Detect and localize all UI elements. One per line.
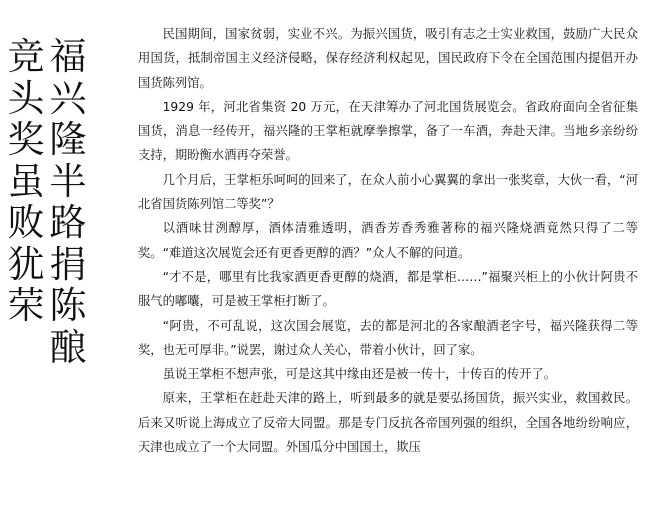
title-char: 酿 <box>49 325 87 369</box>
paragraph: 虽说王掌柜不想声张，可是这其中缘由还是被一传十，十传百的传开了。 <box>162 367 557 382</box>
title-char: 犹 <box>7 242 45 286</box>
title-char: 荣 <box>7 284 45 327</box>
title-char: 奖 <box>7 118 45 161</box>
paragraph: 几个月后，王掌柜乐呵呵的回来了，在众人前小心翼翼的拿出一张奖章，大伙一看，“河北省国货陈列馆二等奖”？ <box>138 172 638 212</box>
title-char: 半 <box>49 159 87 203</box>
title-char: 路 <box>49 201 87 244</box>
paragraph: 民国期间，国家贫弱，实业不兴。为振兴国货，吸引有志之士实业救国，鼓励广大民众用国货，抵制帝国主义经济侵略，保存经济利权起见，国民政府下令在全国范围内提倡开办国货陈列馆。 <box>138 27 638 90</box>
title-char: 陈 <box>49 284 87 327</box>
article-body <box>138 22 638 459</box>
title-char: 头 <box>7 76 45 120</box>
paragraph: 以酒味甘洌醇厚，酒体清雅透明，酒香芳香秀雅著称的福兴隆烧酒竟然只得了二等奖。“难道这次展览会还有更香更醇的酒？”众人不解的问道。 <box>138 221 638 260</box>
paragraph: “阿贵，不可乱说，这次国会展览，去的都是河北的各家酿酒老字号，福兴隆获得二等奖，也无可厚非。”说罢，谢过众人关心，带着小伙计，回了家。 <box>138 318 638 357</box>
title-char: 兴 <box>49 76 87 120</box>
title-char: 败 <box>7 201 45 244</box>
title-char: 虽 <box>7 159 45 203</box>
title-char: 竞 <box>7 35 45 78</box>
title-column-left <box>4 36 48 327</box>
paragraph: “才不是，哪里有比我家酒更香更醇的烧酒，都是掌柜……”福聚兴柜上的小伙计阿贵不服气的嘟囔，可是被王掌柜打断了。 <box>138 269 638 309</box>
title-char: 隆 <box>49 118 87 161</box>
paragraph: 原来，王掌柜在赶赴天津的路上，听到最多的就是要弘扬国货，振兴实业，救国救民。后来又听说上海成立了反帝大同盟。那是专门反抗各帝国列强的组织，全国各地纷纷响应，天津也成立了一个大同盟。外国瓜分中国国土，欺压 <box>138 391 638 455</box>
title-column-right <box>46 36 90 368</box>
title-char: 捐 <box>49 242 87 286</box>
title-char: 福 <box>49 35 87 78</box>
paragraph: 1929 年，河北省集资 20 万元，在天津筹办了河北国货展览会。省政府面向全省征集国货，消息一经传开，福兴隆的王掌柜就摩拳擦掌，备了一车酒，奔赴天津。当地乡亲纷纷支持，期盼衡水酒再夺荣誉。 <box>138 99 638 163</box>
